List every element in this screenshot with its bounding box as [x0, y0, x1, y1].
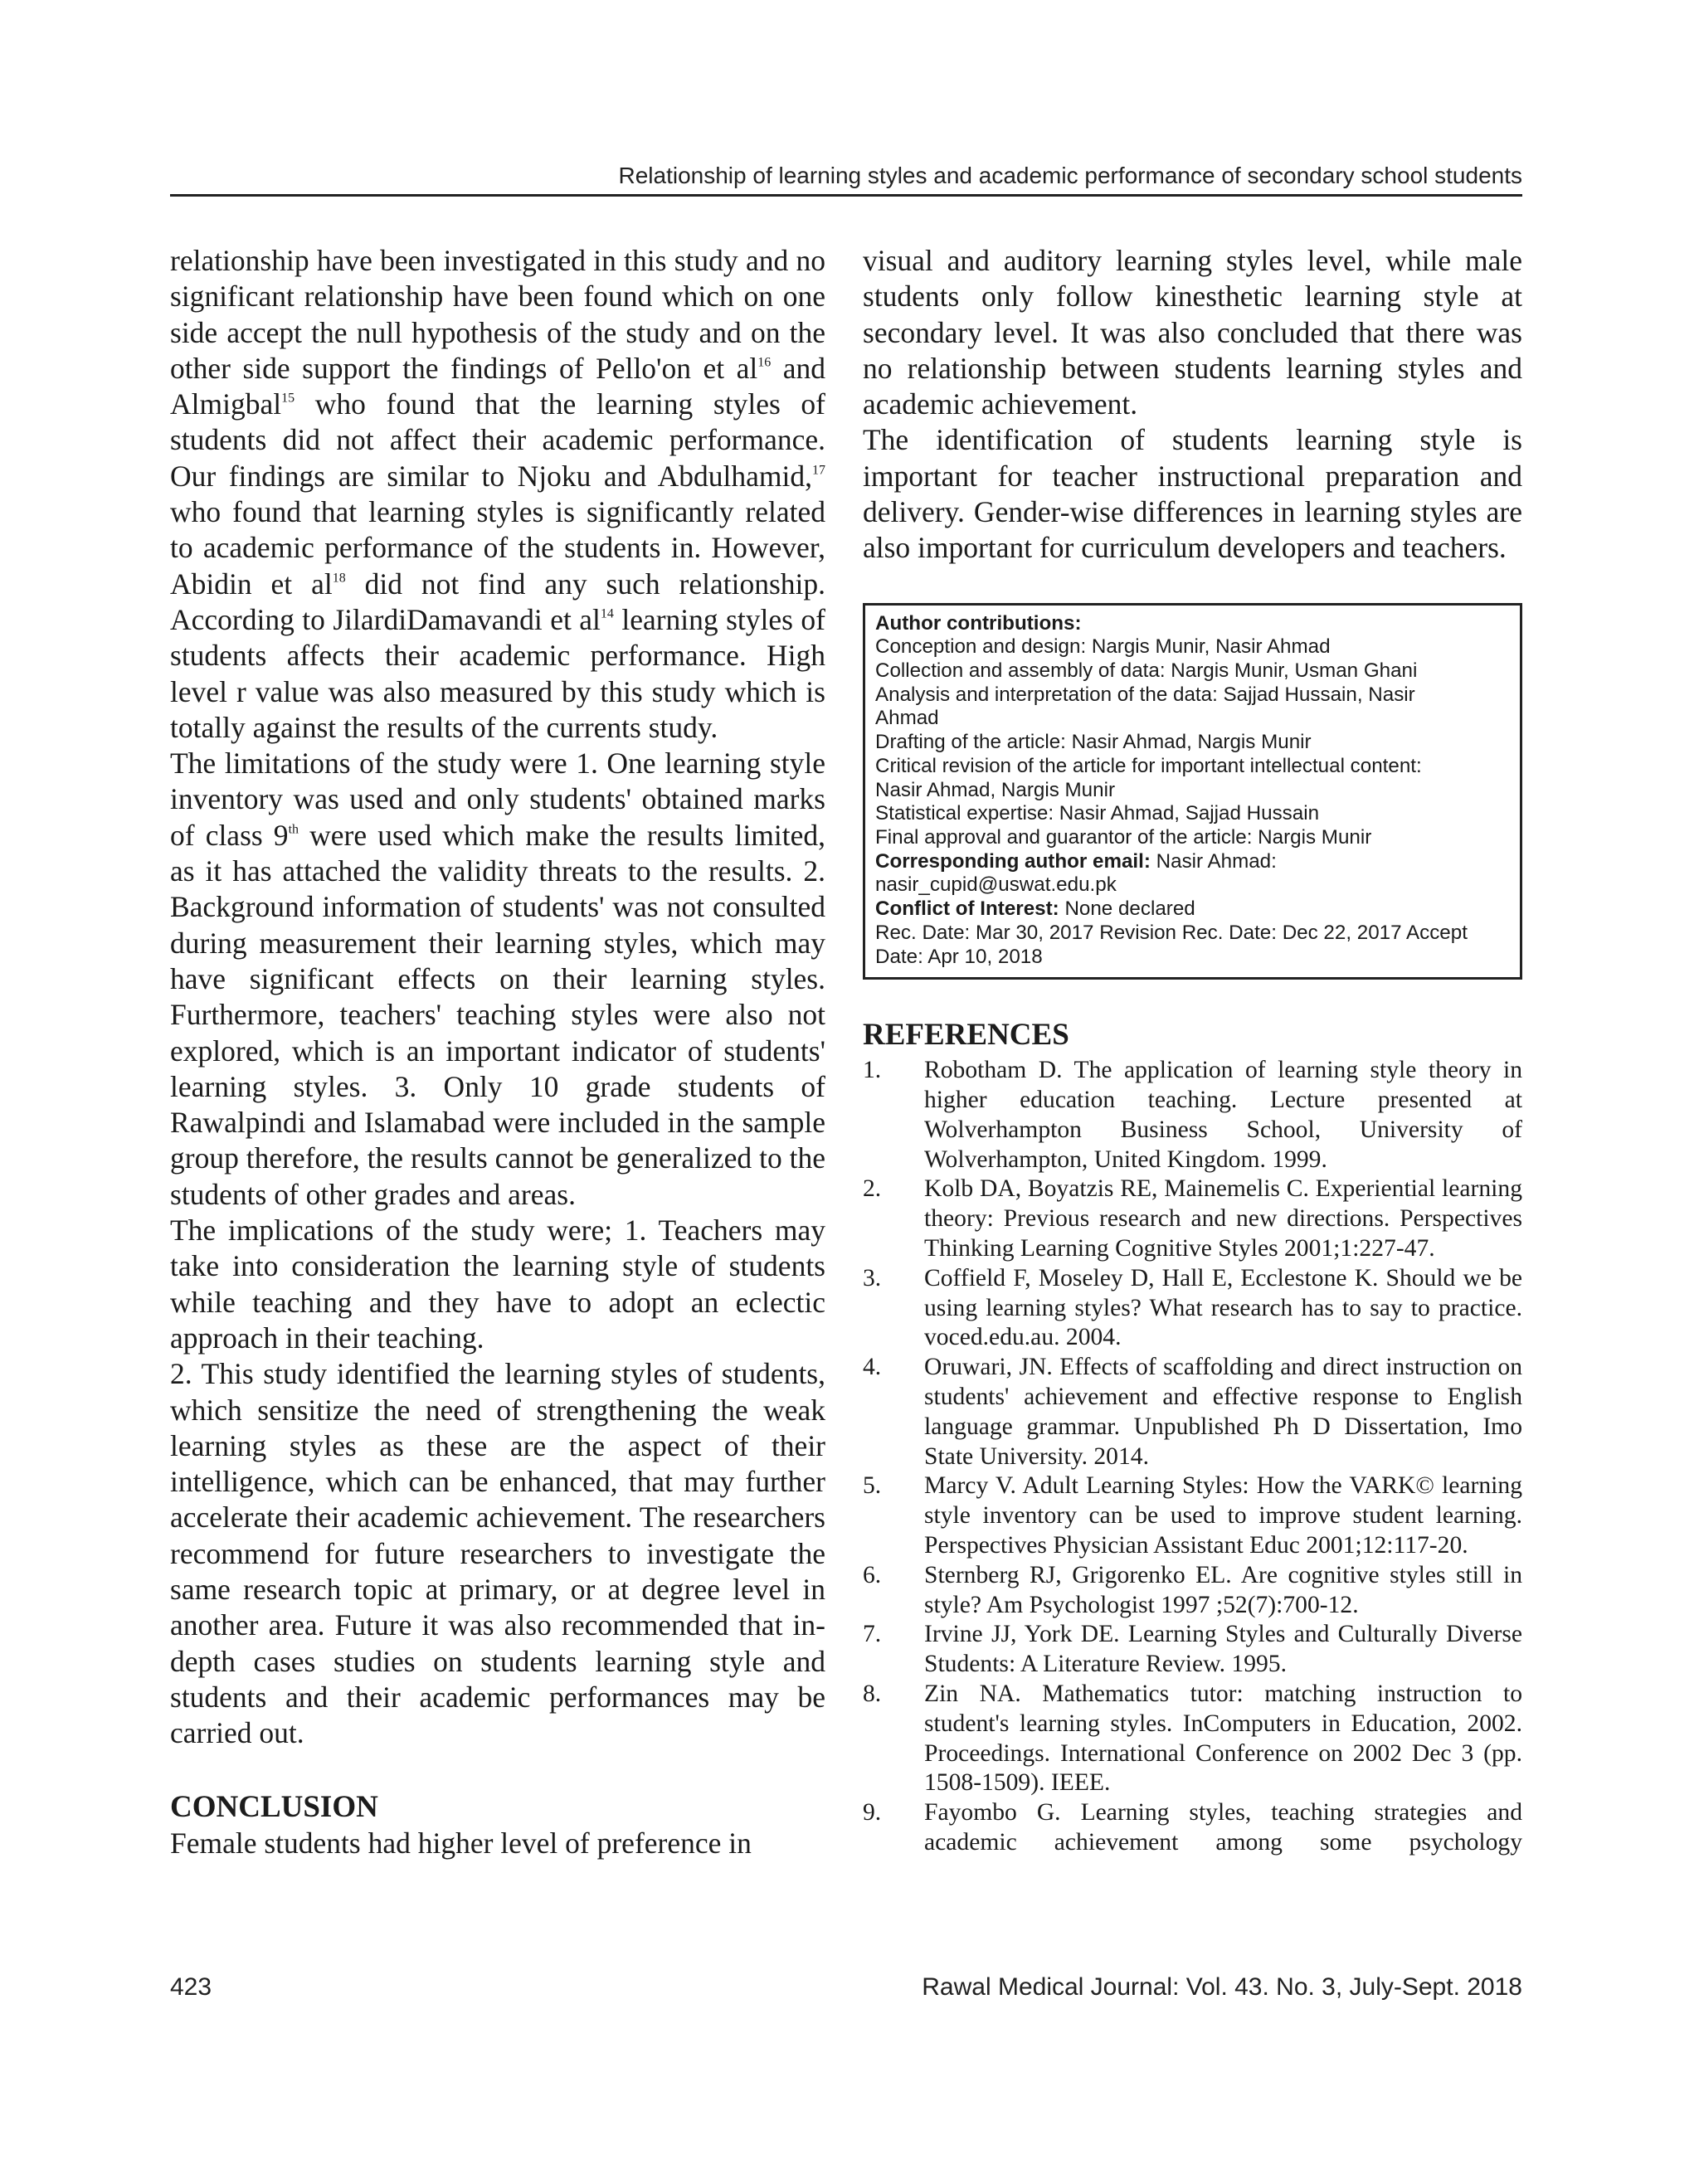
discussion-paragraph-1: relationship have been investigated in this study and no significant relationship have been found which on one side accept the null hypothesis of the study and on the other side support the findings of Pello'on et $al^{16}$ and Almigbal$^{15}$ who found that the learning styles of students did not affect their academic performance. Our findings are similar to Njoku and Abdulhamid,$^{17}$ who found that learning styles is significantly related to academic performance of the students in. However, Abidin et $al^{18}$ did not find any such relationship. According to JilardiDamavandi et $al^{14}$ learning styles of students affects their academic performance. High level r value was also measured by this study which is totally against the results of the currents study. [170, 244, 826, 744]
recommendations-paragraph: 2. This study identified the learning styles of students, which sensitize the need of strengthening the weak learning styles as these are the aspect of their intelligence, which can be enhanced, that may further accelerate their academic achievement. The researchers recommend for future researchers to investigate the same research topic at primary, or at degree level in another area. Future it was also recommended that in-depth cases studies on students learning style and students and their academic performances may be carried out. [170, 1357, 825, 1750]
reference-item: 3. Coffield F, Moseley D, Hall E, Ecclestone K. Should we be using learning styles? What research has to say to practice. voced.edu.au. 2004. [863, 1264, 1522, 1351]
header-rule [170, 194, 1522, 197]
contrib-title: Author contributions: [875, 611, 1082, 635]
left-column [170, 243, 825, 1862]
conclusion-heading: CONCLUSION [170, 1790, 378, 1825]
contrib-collection: Collection and assembly of data: Nargis Munir, Usman Ghani [875, 659, 1418, 683]
contrib-email: Corresponding author email: Nasir Ahmad: [875, 849, 1277, 873]
conclusion-paragraph-2: The identification of students learning style is important for teacher instructional preparation and delivery. Gender-wise differences in learning styles are also important for curriculum developers and teachers. [863, 423, 1522, 565]
citation-16: 16 [757, 355, 772, 370]
reference-item: 8. Zin NA. Mathematics tutor: matching instruction to student's learning styles. InComputers in Education, 2002. Proceedings. International Conference on 2002 Dec 3 (pp. 1508-1509). IEEE. [863, 1680, 1522, 1797]
contrib-analysis-cont: Ahmad [875, 707, 939, 730]
page-number: 423 [170, 1973, 212, 2001]
author-contributions-box [863, 603, 1522, 980]
reference-item: 2. Kolb DA, Boyatzis RE, Mainemelis C. Experiential learning theory: Previous research and new directions. Perspectives Thinking Learning Cognitive Styles 2001;1:227-47. [863, 1175, 1522, 1262]
contrib-conflict: Conflict of Interest: None declared [875, 897, 1195, 921]
references-list [863, 1056, 1522, 1858]
ordinal-superscript: th [288, 822, 299, 837]
right-column [863, 243, 1522, 1858]
reference-item: 7. Irvine JJ, York DE. Learning Styles and Culturally Diverse Students: A Literature Review. 1995. [863, 1621, 1522, 1678]
reference-item: 5. Marcy V. Adult Learning Styles: How the VARK© learning style inventory can be used to improve student learning. Perspectives Physician Assistant Educ 2001;12:117-20. [863, 1472, 1522, 1559]
contrib-dates: Rec. Date: Mar 30, 2017 Revision Rec. Date: Dec 22, 2017 Accept [875, 921, 1468, 944]
contrib-final: Final approval and guarantor of the article: Nargis Munir [875, 826, 1372, 849]
contrib-dates-cont: Date: Apr 10, 2018 [875, 945, 1043, 968]
contrib-statistical: Statistical expertise: Nasir Ahmad, Sajjad Hussain [875, 802, 1320, 825]
reference-item: 4. Oruwari, JN. Effects of scaffolding and direct instruction on students' achievement and effective response to English language grammar. Unpublished Ph D Dissertation, Imo State University. 2014. [863, 1354, 1522, 1470]
conclusion-text: Female students had higher level of preference in [170, 1826, 752, 1861]
reference-item: 1. Robotham D. The application of learning style theory in higher education teaching. Lecture presented at Wolverhampton Business School, University of Wolverhampton, United Kingdom. 1999. [863, 1057, 1522, 1173]
conclusion-paragraph-1: visual and auditory learning styles level, while male students only follow kinesthetic learning style at secondary level. It was also concluded that there was no relationship between students learning styles and academic achievement. [863, 244, 1522, 421]
contrib-critical: Critical revision of the article for important intellectual content: [875, 754, 1422, 777]
running-header: Relationship of learning styles and academic performance of secondary school students [618, 163, 1522, 188]
contrib-analysis: Analysis and interpretation of the data: Sajjad Hussain, Nasir [875, 683, 1415, 706]
citation-14: 14 [600, 606, 614, 621]
implications-paragraph: The implications of the study were; 1. Teachers may take into consideration the learning style of students while teaching and they have to adopt an eclectic approach in their teaching. [170, 1214, 825, 1355]
references-heading: REFERENCES [863, 1018, 1069, 1053]
reference-item: 9. Fayombo G. Learning styles, teaching strategies and academic achievement among some psychology [863, 1799, 1522, 1856]
journal-citation: Rawal Medical Journal: Vol. 43. No. 3, July-Sept. 2018 [922, 1973, 1522, 2001]
contrib-conception: Conception and design: Nargis Munir, Nasir Ahmad [875, 635, 1331, 659]
contrib-critical-cont: Nasir Ahmad, Nargis Munir [875, 778, 1115, 801]
citation-18: 18 [332, 571, 346, 586]
reference-item: 6. Sternberg RJ, Grigorenko EL. Are cognitive styles still in style? Am Psychologist 1997 ;52(7):700-12. [863, 1561, 1522, 1618]
citation-17: 17 [812, 463, 825, 478]
contrib-email-address: nasir_cupid@uswat.edu.pk [875, 873, 1117, 897]
contrib-drafting: Drafting of the article: Nasir Ahmad, Nargis Munir [875, 731, 1312, 754]
limitations-paragraph: The limitations of the study were 1. One learning style inventory was used and only students' obtained marks of class 9th were used which make the results limited, as it has attached the validity threats to the results. 2. Background information of students' was not consulted during measurement their learning styles, which may have significant effects on their learning styles. Furthermore, teachers' teaching styles were also not explored, which is an important indicator of students' learning styles. 3. Only 10 grade students of Rawalpindi and Islamabad were included in the sample group therefore, the results cannot be generalized to the students of other grades and areas. [170, 747, 825, 1211]
citation-15: 15 [281, 391, 295, 406]
